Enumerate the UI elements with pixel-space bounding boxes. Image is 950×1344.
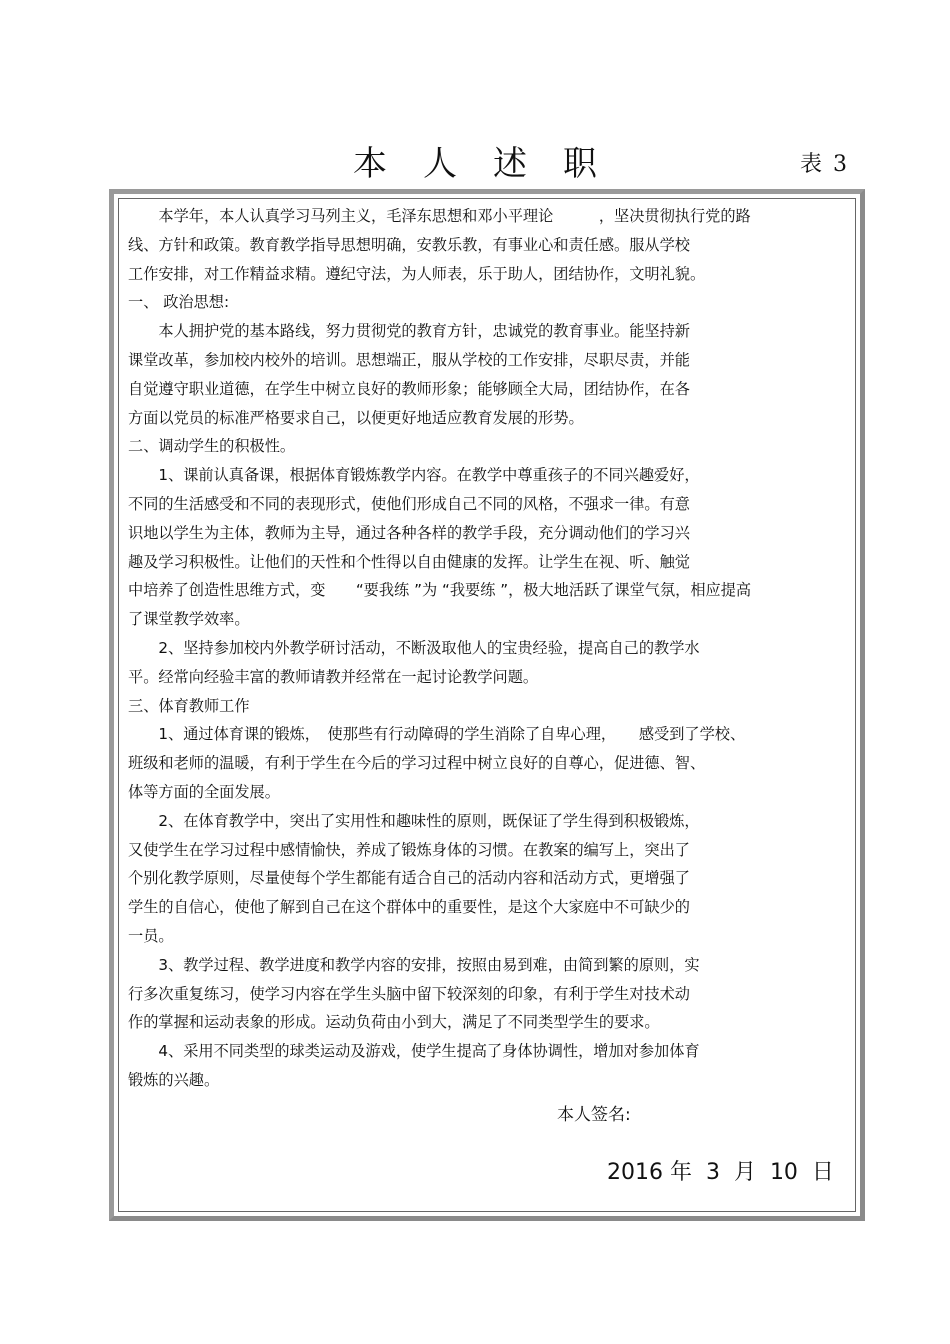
text-line: 自觉遵守职业道德，在学生中树立良好的教师形象；能够顾全大局，团结协作，在各: [128, 379, 690, 398]
text-line: 课堂改革，参加校内校外的培训。思想端正，服从学校的工作安排，尽职尽责，并能: [128, 350, 690, 369]
text-line: 了课堂教学效率。: [128, 610, 250, 629]
text-line: 本学年，本人认真学习马列主义，毛泽东思想和邓小平理论 ，坚决贯彻执行党的路: [128, 207, 751, 225]
section-heading: 三、体育教师工作: [128, 696, 250, 715]
text-line: 2、在体育教学中，突出了实用性和趣味性的原则，既保证了学生得到积极锻炼，: [128, 811, 700, 830]
signature-date: 2016 年 3 月 10 日: [607, 1160, 834, 1185]
text-line: 学生的自信心，使他了解到自己在这个群体中的重要性，是这个大家庭中不可缺少的: [128, 898, 690, 917]
text-line: 本人拥护党的基本路线，努力贯彻党的教育方针，忠诚党的教育事业。能坚持新: [128, 322, 690, 341]
text-line: 工作安排，对工作精益求精。遵纪守法，为人师表，乐于助人，团结协作，文明礼貌。: [128, 264, 706, 283]
text-line: 锻炼的兴趣。: [128, 1070, 220, 1089]
text-line: 方面以党员的标准严格要求自己，以便更好地适应教育发展的形势。: [128, 408, 584, 427]
text-line: 一员。: [128, 926, 174, 945]
text-line: 4、采用不同类型的球类运动及游戏，使学生提高了身体协调性，增加对参加体育: [128, 1042, 700, 1061]
text-line: 作的掌握和运动表象的形成。运动负荷由小到大，满足了不同类型学生的要求。: [128, 1013, 660, 1032]
text-line: 体等方面的全面发展。: [128, 782, 280, 801]
table-number: 表 3: [800, 152, 849, 177]
text-line: 1、通过体育课的锻炼， 使那些有行动障碍的学生消除了自卑心理， 感受到了学校、: [128, 725, 746, 744]
page-title: 本人述职: [353, 144, 633, 184]
text-line: 平。经常向经验丰富的教师请教并经常在一起讨论教学问题。: [128, 667, 539, 686]
text-line: 不同的生活感受和不同的表现形式，使他们形成自己不同的风格，不强求一律。有意: [128, 494, 690, 513]
text-line: 线、方针和政策。教育教学指导思想明确，安教乐教，有事业心和责任感。服从学校: [128, 235, 690, 254]
section-heading: 二、调动学生的积极性。: [128, 437, 296, 456]
report-body: [128, 202, 848, 1095]
text-line: 2、坚持参加校内外教学研讨活动，不断汲取他人的宝贵经验，提高自己的教学水: [128, 638, 700, 657]
text-line: 3、教学过程、教学进度和教学内容的安排，按照由易到难，由简到繁的原则，实: [128, 955, 700, 974]
text-line: 1、课前认真备课，根据体育锻炼教学内容。在教学中尊重孩子的不同兴趣爱好，: [128, 466, 700, 485]
text-line: 又使学生在学习过程中感情愉快，养成了锻炼身体的习惯。在教案的编写上，突出了: [128, 840, 690, 859]
signature-label: 本人签名:: [557, 1105, 631, 1125]
section-heading: 一、 政治思想:: [128, 293, 230, 312]
text-line: 趣及学习积极性。让他们的天性和个性得以自由健康的发挥。让学生在视、听、触觉: [128, 552, 690, 571]
text-line: 个别化教学原则，尽量使每个学生都能有适合自己的活动内容和活动方式，更增强了: [128, 869, 690, 888]
text-line: 中培养了创造性思维方式，变 “要我练 ”为 “我要练 ”，极大地活跃了课堂气氛，相应提高: [128, 581, 752, 600]
text-line: 识地以学生为主体，教师为主导，通过各种各样的教学手段，充分调动他们的学习兴: [128, 523, 690, 542]
text-line: 行多次重复练习，使学习内容在学生头脑中留下较深刻的印象，有利于学生对技术动: [128, 984, 690, 1003]
text-line: 班级和老师的温暖，有利于学生在今后的学习过程中树立良好的自尊心，促进德、智、: [128, 754, 706, 773]
